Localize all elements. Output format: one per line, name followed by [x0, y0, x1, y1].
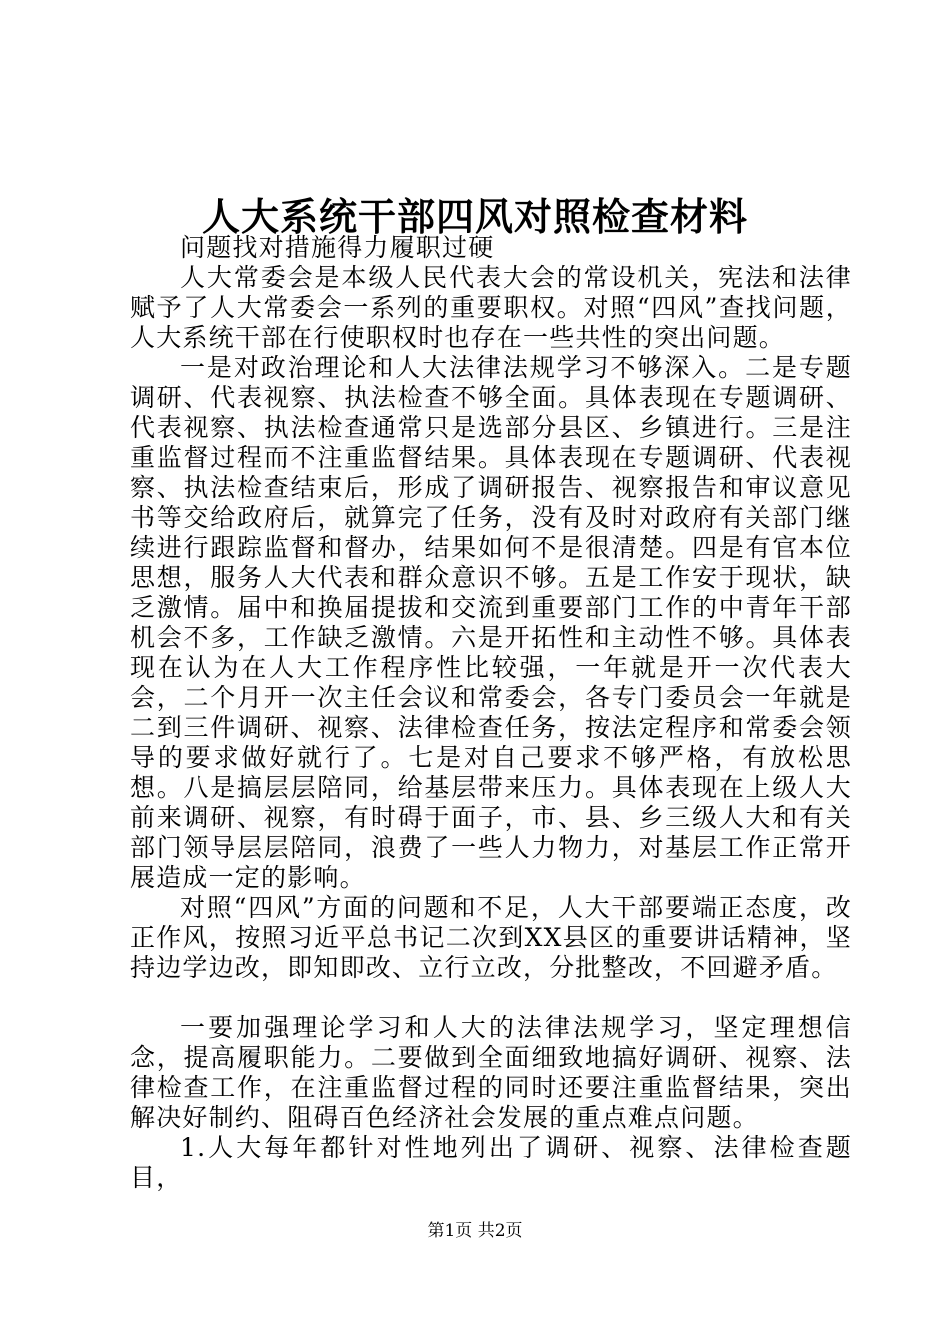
document-body: [130, 233, 852, 1193]
page-footer: 第1页 共2页: [427, 1221, 523, 1241]
measures-paragraph: 一要加强理论学习和人大的法律法规学习，坚定理想信念，提高履职能力。二要做到全面细致地搞好调研、视察、法律检查工作，在注重监督过程的同时还要注重监督结果，突出解决好制约、阻碍百色经济社会发展的重点难点问题。: [130, 1013, 852, 1132]
paragraph-gap: [130, 983, 852, 1013]
rectification-paragraph: 对照“四风”方面的问题和不足，人大干部要端正态度，改正作风，按照习近平总书记二次到XX县区的重要讲话精神，坚持边学边改，即知即改、立行立改，分批整改，不回避矛盾。: [130, 893, 852, 982]
problems-paragraph: 一是对政治理论和人大法律法规学习不够深入。二是专题调研、代表视察、执法检查不够全面。具体表现在专题调研、代表视察、执法检查通常只是选部分县区、乡镇进行。三是注重监督过程而不注重监督结果。具体表现在专题调研、代表视察、执法检查结束后，形成了调研报告、视察报告和审议意见书等交给政府后，就算完了任务，没有及时对政府有关部门继续进行跟踪监督和督办，结果如何不是很清楚。四是有官本位思想，服务人大代表和群众意识不够。五是工作安于现状，缺乏激情。届中和换届提拔和交流到重要部门工作的中青年干部机会不多，工作缺乏激情。六是开拓性和主动性不够。具体表现在认为在人大工作程序性比较强，一年就是开一次代表大会，二个月开一次主任会议和常委会，各专门委员会一年就是二到三件调研、视察、法律检查任务，按法定程序和常委会领导的要求做好就行了。七是对自己要求不够严格，有放松思想。八是搞层层陪同，给基层带来压力。具体表现在上级人大前来调研、视察，有时碍于面子，市、县、乡三级人大和有关部门领导层层陪同，浪费了一些人力物力，对基层工作正常开展造成一定的影响。: [130, 353, 852, 892]
list-item-paragraph: 1.人大每年都针对性地列出了调研、视察、法律检查题目，: [130, 1133, 852, 1192]
intro-paragraph: 人大常委会是本级人民代表大会的常设机关，宪法和法律赋予了人大常委会一系列的重要职权。对照“四风”查找问题，人大系统干部在行使职权时也存在一些共性的突出问题。: [130, 263, 852, 352]
document-title: 人大系统干部四风对照检查材料: [201, 194, 748, 239]
subtitle-paragraph: 问题找对措施得力履职过硬: [180, 233, 495, 262]
